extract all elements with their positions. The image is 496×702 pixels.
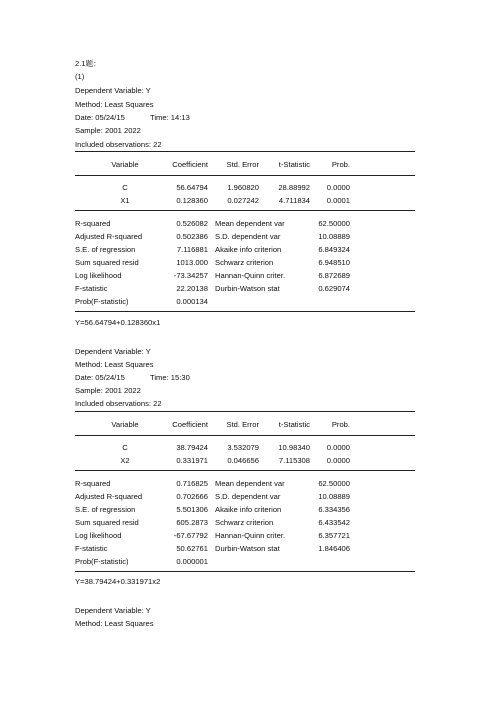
time: Time: 14:13 (150, 113, 190, 122)
stat-value: 7.116881 (176, 245, 208, 254)
table-rule (75, 175, 415, 176)
date: Date: 05/24/15 (75, 373, 125, 382)
time: Time: 15:30 (150, 373, 190, 382)
column-header: Std. Error (226, 160, 259, 169)
stat-label: Adjusted R-squared (75, 492, 143, 501)
stat-label: S.E. of regression (75, 245, 136, 254)
stat-value: 10.08889 (318, 232, 350, 241)
column-header: Std. Error (226, 420, 259, 429)
stat-label: Prob(F-statistic) (75, 557, 129, 566)
stat-value: 0.000001 (176, 557, 208, 566)
stat-value: 6.948510 (318, 258, 350, 267)
stat-label: Schwarz criterion (215, 518, 274, 527)
sample: Sample: 2001 2022 (75, 126, 141, 135)
part-label: (1) (75, 72, 85, 81)
dependent-variable: Dependent Variable: Y (75, 86, 151, 95)
question-label: 2.1题： (75, 59, 101, 68)
stat-value: -67.67792 (173, 531, 208, 540)
column-header: Prob. (331, 420, 350, 429)
table-rule (75, 210, 415, 211)
stat-value: 22.20138 (176, 284, 208, 293)
stat-value: 5.501306 (176, 505, 208, 514)
column-header: t-Statistic (278, 160, 310, 169)
std-error-cell: 0.027242 (227, 196, 259, 205)
t-statistic-cell: 10.98340 (278, 443, 310, 452)
stat-value: 6.334356 (318, 505, 350, 514)
prob-cell: 0.0000 (326, 443, 350, 452)
stat-label: Prob(F-statistic) (75, 297, 129, 306)
stat-label: Mean dependent var (215, 219, 285, 228)
stat-label: S.D. dependent var (215, 492, 281, 501)
method: Method: Least Squares (75, 619, 154, 628)
stat-label: Hannan-Quinn criter. (215, 531, 286, 540)
stat-label: Mean dependent var (215, 479, 285, 488)
table-rule (75, 411, 415, 412)
coefficient-cell: 56.64794 (176, 183, 208, 192)
stat-value: 62.50000 (318, 479, 350, 488)
variable-cell: C (122, 443, 128, 452)
stat-label: Schwarz criterion (215, 258, 274, 267)
method: Method: Least Squares (75, 100, 154, 109)
stat-value: 6.357721 (318, 531, 350, 540)
stat-label: Log likelihood (75, 271, 122, 280)
std-error-cell: 3.532079 (227, 443, 259, 452)
stat-value: 0.502386 (176, 232, 208, 241)
stat-label: S.E. of regression (75, 505, 136, 514)
column-header: Prob. (331, 160, 350, 169)
coefficient-cell: 0.128360 (176, 196, 208, 205)
prob-cell: 0.0000 (326, 456, 350, 465)
regression-equation: Y=56.64794+0.128360x1 (75, 318, 161, 327)
stat-value: 0.702666 (176, 492, 208, 501)
dependent-variable: Dependent Variable: Y (75, 606, 151, 615)
t-statistic-cell: 4.711834 (278, 196, 310, 205)
stat-value: 0.000134 (176, 297, 208, 306)
stat-value: 50.62761 (176, 544, 208, 553)
stat-value: 6.872689 (318, 271, 350, 280)
column-header: Coefficient (172, 420, 208, 429)
stat-label: Akaike info criterion (215, 505, 282, 514)
coefficient-cell: 38.79424 (176, 443, 208, 452)
prob-cell: 0.0001 (326, 196, 350, 205)
date: Date: 05/24/15 (75, 113, 125, 122)
stat-label: Log likelihood (75, 531, 122, 540)
stat-value: 62.50000 (318, 219, 350, 228)
stat-value: 605.2873 (176, 518, 208, 527)
stat-label: Hannan-Quinn criter. (215, 271, 286, 280)
stat-label: F-statistic (75, 284, 108, 293)
stat-label: R-squared (75, 219, 111, 228)
stat-label: Sum squared resid (75, 518, 139, 527)
column-header: t-Statistic (278, 420, 310, 429)
stat-label: Durbin-Watson stat (215, 544, 280, 553)
column-header: Coefficient (172, 160, 208, 169)
std-error-cell: 1.960820 (227, 183, 259, 192)
t-statistic-cell: 7.115308 (278, 456, 310, 465)
t-statistic-cell: 28.88992 (278, 183, 310, 192)
stat-value: 1013.000 (176, 258, 208, 267)
stat-value: 0.629074 (318, 284, 350, 293)
stat-value: 1.846406 (318, 544, 350, 553)
table-rule (75, 151, 415, 152)
observations: Included observations: 22 (75, 399, 162, 408)
dependent-variable: Dependent Variable: Y (75, 347, 151, 356)
stat-label: Adjusted R-squared (75, 232, 143, 241)
method: Method: Least Squares (75, 360, 154, 369)
regression-equation: Y=38.79424+0.331971x2 (75, 577, 161, 586)
observations: Included observations: 22 (75, 140, 162, 149)
stat-label: R-squared (75, 479, 111, 488)
stat-value: 6.849324 (318, 245, 350, 254)
variable-cell: C (122, 183, 128, 192)
table-rule (75, 311, 415, 312)
table-rule (75, 470, 415, 471)
stat-value: 0.526082 (176, 219, 208, 228)
stat-label: Durbin-Watson stat (215, 284, 280, 293)
table-rule (75, 435, 415, 436)
stat-value: 10.08889 (318, 492, 350, 501)
column-header: Variable (111, 420, 139, 429)
variable-cell: X2 (120, 456, 130, 465)
table-rule (75, 571, 415, 572)
stat-label: S.D. dependent var (215, 232, 281, 241)
prob-cell: 0.0000 (326, 183, 350, 192)
stat-value: 0.716825 (176, 479, 208, 488)
stat-value: -73.34257 (173, 271, 208, 280)
stat-label: F-statistic (75, 544, 108, 553)
stat-label: Sum squared resid (75, 258, 139, 267)
sample: Sample: 2001 2022 (75, 386, 141, 395)
column-header: Variable (111, 160, 139, 169)
stat-value: 6.433542 (318, 518, 350, 527)
coefficient-cell: 0.331971 (176, 456, 208, 465)
stat-label: Akaike info criterion (215, 245, 282, 254)
variable-cell: X1 (120, 196, 130, 205)
std-error-cell: 0.046656 (227, 456, 259, 465)
